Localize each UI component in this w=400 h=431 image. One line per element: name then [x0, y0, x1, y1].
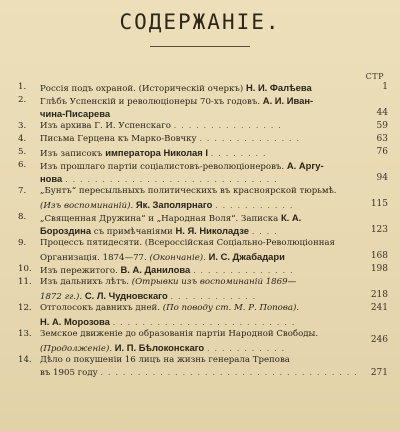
toc-entry	[0, 95, 400, 121]
entry-line-2	[40, 368, 366, 379]
entry-number: 5.	[18, 147, 27, 157]
entry-number: 1.	[18, 82, 27, 92]
entry-author: чина-Писарева	[40, 108, 111, 119]
entry-line	[40, 160, 366, 173]
entry-page: 1	[382, 82, 388, 92]
entry-page: 63	[376, 134, 388, 144]
entry-number: 2.	[18, 95, 27, 105]
entry-line	[40, 303, 366, 314]
entry-line	[40, 147, 366, 160]
toc-entry	[0, 121, 400, 134]
entry-title: Земское движеніе до образованія партіи Народной Свободы.	[40, 329, 319, 339]
entry-line-2	[40, 251, 366, 264]
entry-number: 4.	[18, 134, 27, 144]
entry-page: 44	[376, 108, 388, 118]
entry-number: 11.	[18, 277, 32, 287]
entry-number: 14.	[18, 355, 32, 365]
entry-page: 218	[370, 290, 388, 300]
entry-title: Изъ дальнихъ лѣтъ.	[40, 277, 130, 287]
entry-number: 10.	[18, 264, 32, 274]
entry-author-2: Н. Я. Николадзе	[175, 225, 249, 236]
entry-page: 59	[376, 121, 388, 131]
entry-line	[40, 238, 366, 249]
entry-line-2	[40, 199, 366, 212]
entry-title: „Священная Дружина“ и „Народная Воля“. Записка	[40, 214, 279, 224]
entry-author: нова	[40, 173, 63, 184]
entry-line-2	[40, 290, 366, 303]
entry-title: Процессъ пятидесяти. (Всероссійская Соціально-Революціонная	[40, 238, 335, 248]
entry-subtitle: (Изъ воспоминаній).	[40, 201, 134, 211]
entry-author: Н. А. Морозова	[40, 316, 110, 327]
entry-number: 12.	[18, 303, 32, 313]
entry-author: И. С. Джабадари	[208, 251, 285, 262]
entry-number: 13.	[18, 329, 32, 339]
entry-number: 9.	[18, 238, 27, 248]
entry-title: Россія подъ охраной. (Историческій очеркъ)	[40, 84, 244, 94]
entry-number: 3.	[18, 121, 27, 131]
entry-page: 198	[370, 264, 388, 274]
entry-title: Дѣло о покушеніи 16 лицъ на жизнь генерала Трепова	[40, 355, 290, 365]
toc-entry	[0, 160, 400, 186]
leader-dots: . . . . . . . .	[210, 149, 267, 159]
entry-page: 123	[370, 225, 388, 235]
entry-line-2	[40, 342, 366, 355]
entry-subtitle: (Окончаніе).	[149, 253, 206, 263]
toc-entry	[0, 134, 400, 147]
entry-page: 94	[376, 173, 388, 183]
entry-line	[40, 212, 366, 225]
entry-line	[40, 82, 366, 95]
entry-page: 115	[370, 199, 388, 209]
entry-author: Н. И. Фалѣева	[245, 82, 312, 93]
entry-author: Як. Заполярнаго	[135, 199, 213, 210]
entry-line	[40, 95, 366, 108]
leader-dots: . . . . . . . . . . . . . .	[192, 266, 294, 276]
toc-entry	[0, 212, 400, 238]
entry-line	[40, 355, 366, 366]
entry-subtitle: (По поводу ст. М. Р. Попова).	[162, 303, 300, 313]
entry-title: Изъ пережитого.	[40, 266, 118, 276]
toc-entry	[0, 186, 400, 212]
page-column-header: СТР	[365, 72, 384, 81]
entry-page: 168	[370, 251, 388, 261]
entry-title-tail: съ примѣчаніями	[93, 227, 173, 237]
entry-line	[40, 134, 366, 145]
entry-title-cont: Организація. 1874—77.	[40, 253, 147, 263]
entry-author: С. Л. Чудновскаго	[84, 290, 168, 301]
entry-title: Отголосокъ давнихъ дней.	[40, 303, 160, 313]
toc-entry	[0, 355, 400, 381]
entry-line	[40, 277, 366, 288]
toc-entry	[0, 147, 400, 160]
leader-dots: . . . . . . . . . . . . . . . . . . . . . . . . . . . . .	[64, 175, 278, 185]
entry-number: 6.	[18, 160, 27, 170]
entry-subtitle: (Отрывки изъ воспоминаній 1869—	[131, 277, 297, 287]
entry-subtitle: (Продолженіе).	[40, 344, 113, 354]
leader-dots: . . . . . . . . . . .	[206, 344, 286, 354]
entry-title: Глѣбъ Успенскій и революціонеры 70-хъ годовъ.	[40, 97, 261, 107]
entry-title-cont: въ 1905 году	[40, 368, 98, 378]
toc-entry	[0, 82, 400, 95]
entry-line	[40, 121, 366, 132]
entry-number: 7.	[18, 186, 27, 196]
entry-title: Изъ записокъ	[40, 149, 103, 159]
entry-author: В. А. Данилова	[120, 264, 191, 275]
entry-line	[40, 264, 366, 277]
leader-dots: . . . .	[251, 227, 278, 237]
entry-author: А. И. Иван-	[262, 95, 314, 106]
entry-line-2	[40, 108, 366, 121]
entry-page: 271	[370, 368, 388, 378]
leader-dots: . . . . . . . . . . . . . .	[199, 134, 301, 144]
entry-title: Письма Герцена къ Марко-Вовчку	[40, 134, 197, 144]
entry-page: 246	[370, 335, 388, 345]
leader-dots: . . . . . . . . . . . .	[170, 292, 257, 302]
leader-dots: . . . . . . . . . . . . . . .	[173, 121, 282, 131]
toc-entry	[0, 329, 400, 355]
entry-author: Бороздина	[40, 225, 92, 236]
title-rule	[150, 46, 250, 47]
entry-subtitle-cont: 1872 гг.).	[40, 292, 83, 302]
entry-number: 8.	[18, 212, 27, 222]
entry-line	[40, 329, 366, 340]
leader-dots: . . . . . . . . . . . . . . . . . . . . . . . . . . . . . . . . . . .	[100, 368, 358, 378]
toc-entry	[0, 277, 400, 303]
entry-page: 76	[376, 147, 388, 157]
entry-author: императора Николая I	[105, 147, 208, 158]
entry-title: Изъ архива Г. И. Успенскаго	[40, 121, 171, 131]
entry-line-2	[40, 225, 366, 238]
entry-line	[40, 186, 366, 197]
toc-entry	[0, 264, 400, 277]
entry-author: И. П. Бѣлоконскаго	[114, 342, 205, 353]
entry-page: 241	[370, 303, 388, 313]
entry-title: „Бунтъ“ пересыльныхъ политическихъ въ красноярской тюрьмѣ.	[40, 186, 337, 196]
leader-dots: . . . . . . . . . . .	[215, 201, 294, 211]
table-of-contents	[0, 82, 400, 381]
toc-entry	[0, 303, 400, 329]
entry-line-2	[40, 316, 366, 329]
entry-author: К. А.	[280, 212, 302, 223]
page-title: СОДЕРЖАНІЕ.	[119, 10, 281, 34]
toc-entry	[0, 238, 400, 264]
entry-line-2	[40, 173, 366, 186]
leader-dots: . . . . . . . . . . . . . . . . . . . . . . . . .	[112, 318, 296, 328]
entry-author: А. Аргу-	[286, 160, 324, 171]
entry-title: Изъ прошлаго партіи соціалистовъ-революціонеровъ.	[40, 162, 285, 172]
